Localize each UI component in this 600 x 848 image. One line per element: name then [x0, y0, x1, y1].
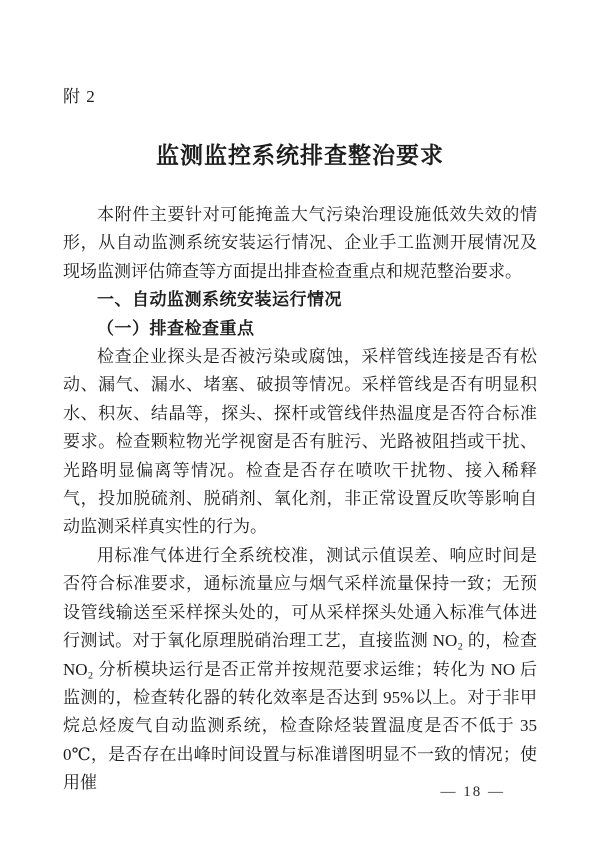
document-body	[63, 201, 537, 798]
section-heading: 一、自动监测系统安装运行情况	[97, 290, 342, 310]
intro-paragraph: 本附件主要针对可能掩盖大气污染治理设施低效失效的情形，从自动监测系统安装运行情况、企业手工监测开展情况及现场监测评估筛查等方面提出排查检查重点和规范整治要求。	[63, 205, 537, 281]
subsection-heading: （一）排查检查重点	[97, 318, 255, 338]
body-paragraph-1: 检查企业探头是否被污染或腐蚀，采样管线连接是否有松动、漏气、漏水、堵塞、破损等情况。采样管线是否有明显积水、积灰、结晶等，探头、探杆或管线伴热温度是否符合标准要求。检查颗粒物光学视窗是否有脏污、光路被阻挡或干扰、光路明显偏离等情况。检查是否存在喷吹干扰物、接入稀释气，投加脱硫剂、脱硝剂、氧化剂，非正常设置反吹等影响自动监测采样真实性的行为。	[63, 347, 537, 537]
body-paragraph-2: 用标准气体进行全系统校准，测试示值误差、响应时间是否符合标准要求，通标流量应与烟气采样流量保持一致；无预设管线输送至采样探头处的，可从采样探头处通入标准气体进行测试。对于氧化原理脱硝治理工艺，直接监测 NO₂ 的，检查 NO₂ 分析模块运行是否正常并按规范要求运维；转化为 NO 后监测的，检查转化器的转化效率是否达到 95%以上。对于非甲烷总烃废气自动监测系统，检查除烃装置温度是否不低于 350℃，是否存在出峰时间设置与标准谱图明显不一致的情况；使用催	[63, 545, 537, 793]
attachment-label: 附 2	[63, 87, 96, 106]
document-title: 监测监控系统排查整治要求	[156, 143, 444, 168]
page-number: — 18 —	[440, 784, 505, 800]
